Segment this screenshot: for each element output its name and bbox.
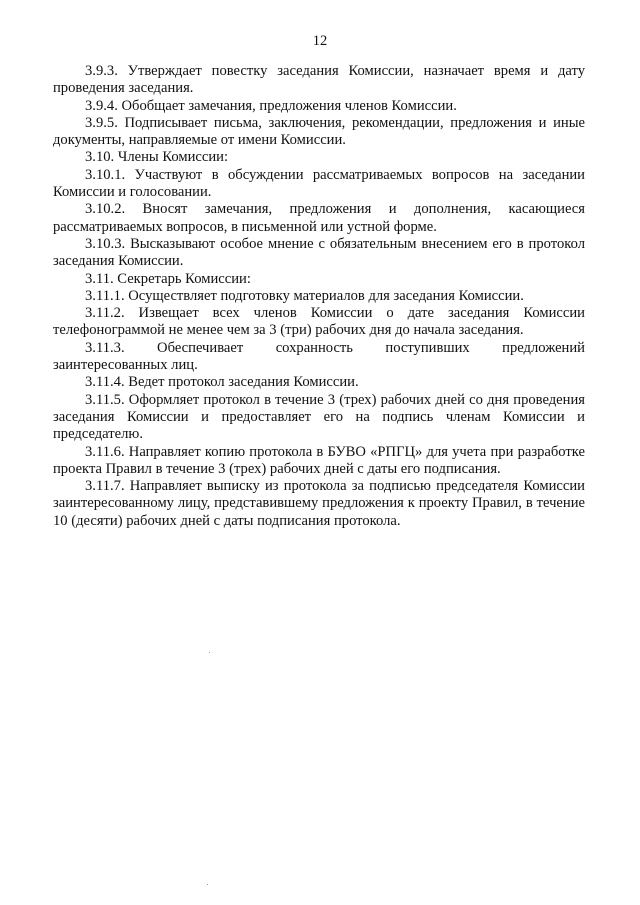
paragraph-3-9-4: 3.9.4. Обобщает замечания, предложения членов Комиссии. — [85, 97, 457, 114]
paragraph-3-11-7: 3.11.7. Направляет выписку из протокола за подписью председателя Комиссии заинтересованному лицу, представившему предложения к проекту Правил, в течение 10 (десяти) рабочих дней с даты подписания протокола. — [53, 478, 585, 529]
paragraph-3-10-3: 3.10.3. Высказывают особое мнение с обязательным внесением его в протокол заседания Комиссии. — [53, 235, 585, 270]
paragraph-3-10-2: 3.10.2. Вносят замечания, предложения и дополнения, касающиеся рассматриваемых вопросов, в письменной или устной форме. — [53, 201, 585, 235]
paragraph-3-11-4: 3.11.4. Ведет протокол заседания Комиссии. — [85, 374, 359, 391]
paragraph-3-11-1: 3.11.1. Осуществляет подготовку материалов для заседания Комиссии. — [85, 287, 524, 304]
paragraph-3-11-2: 3.11.2. Извещает всех членов Комиссии о дате заседания Комиссии телефонограммой не менее чем за 3 (три) рабочих дня до начала заседания. — [53, 305, 585, 339]
paragraph-3-10-1: 3.10.1. Участвуют в обсуждении рассматриваемых вопросов на заседании Комиссии и голосовании. — [53, 166, 585, 201]
paragraph-3-11-6: 3.11.6. Направляет копию протокола в БУВО «РПГЦ» для учета при разработке проекта Правил в течение 3 (трех) рабочих дней с даты его подписания. — [53, 443, 585, 477]
paragraph-3-11: 3.11. Секретарь Комиссии: — [85, 270, 251, 287]
scan-speck — [207, 884, 208, 885]
page-number: 12 — [312, 33, 328, 49]
scan-speck — [209, 652, 210, 653]
paragraph-3-9-3: 3.9.3. Утверждает повестку заседания Комиссии, назначает время и дату проведения заседания. — [53, 63, 585, 97]
paragraph-3-11-5: 3.11.5. Оформляет протокол в течение 3 (трех) рабочих дней со дня проведения заседания Комиссии и предоставляет его на подпись членам Комиссии и председателю. — [53, 391, 585, 443]
paragraph-3-9-5: 3.9.5. Подписывает письма, заключения, рекомендации, предложения и иные документы, направляемые от имени Комиссии. — [53, 114, 585, 149]
paragraph-3-10: 3.10. Члены Комиссии: — [85, 149, 229, 166]
document-body — [53, 63, 585, 530]
paragraph-3-11-3: 3.11.3. Обеспечивает сохранность поступивших предложений заинтересованных лиц. — [53, 339, 585, 374]
